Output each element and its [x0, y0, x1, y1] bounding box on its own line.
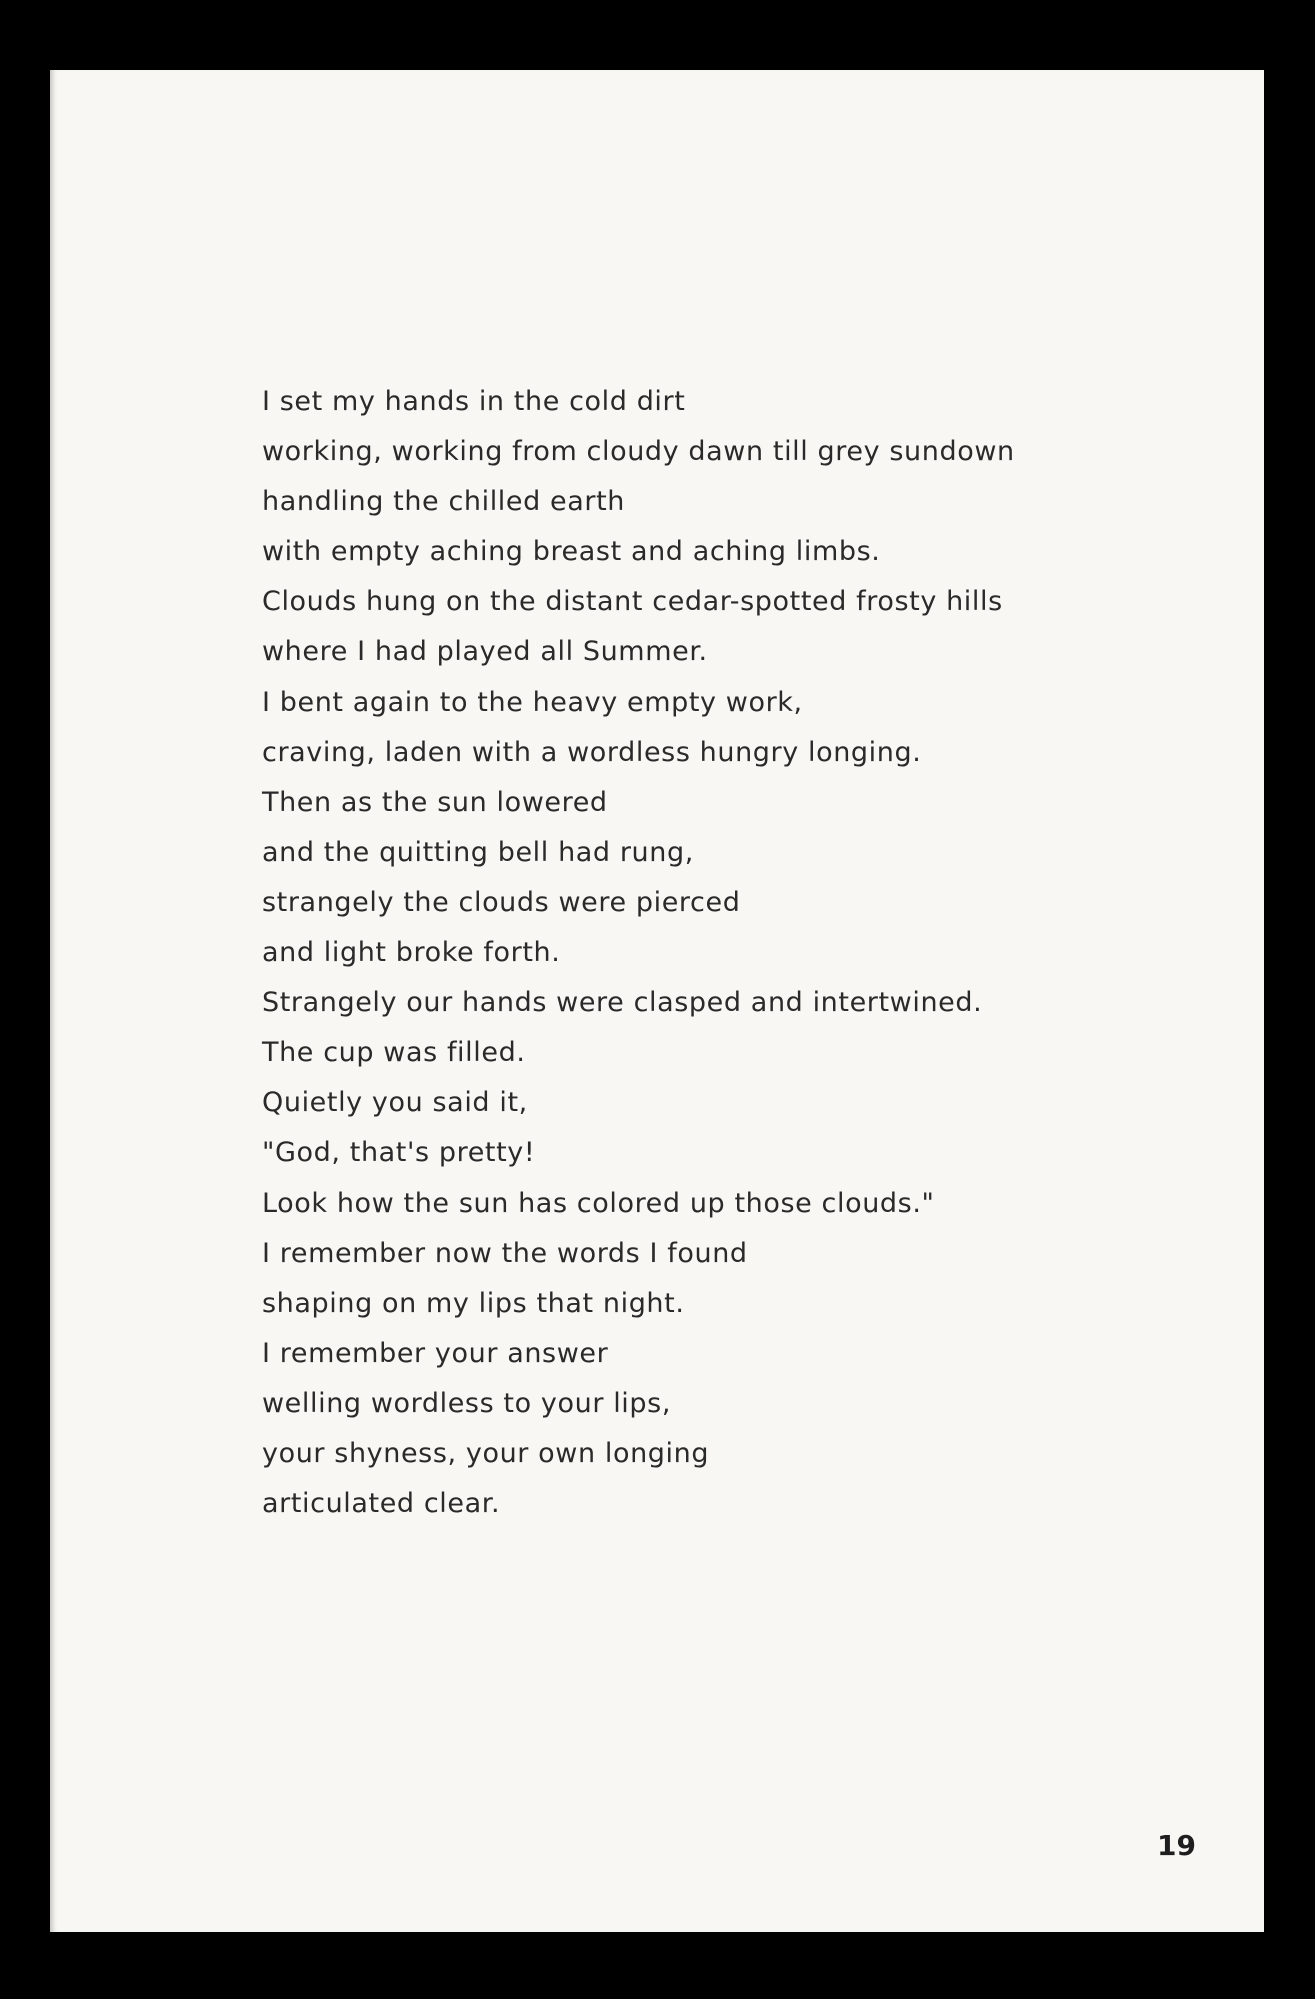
poem-line: with empty aching breast and aching limbs.	[262, 536, 881, 568]
book-page	[50, 70, 1264, 1932]
poem-line: where I had played all Summer.	[262, 636, 708, 668]
poem-line: The cup was filled.	[262, 1037, 526, 1069]
poem-line: Then as the sun lowered	[262, 786, 608, 818]
poem-line: working, working from cloudy dawn till grey sundown	[262, 436, 1015, 468]
poem-line: Clouds hung on the distant cedar-spotted frosty hills	[262, 586, 1003, 618]
poem-line: your shyness, your own longing	[262, 1437, 710, 1469]
poem-line: and light broke forth.	[262, 937, 561, 969]
poem-line: I bent again to the heavy empty work,	[262, 686, 803, 718]
poem-line: articulated clear.	[262, 1488, 501, 1520]
poem-line: Strangely our hands were clasped and intertwined.	[262, 987, 983, 1019]
poem-line: I set my hands in the cold dirt	[262, 386, 686, 417]
poem-line: welling wordless to your lips,	[262, 1387, 671, 1419]
poem-line: shaping on my lips that night.	[262, 1287, 685, 1319]
poem-line: I remember your answer	[262, 1337, 609, 1369]
page-number: 19	[1157, 1829, 1196, 1862]
poem-line: Look how the sun has colored up those clouds."	[262, 1187, 935, 1219]
poem-line: I remember now the words I found	[262, 1237, 748, 1269]
poem-line: "God, that's pretty!	[262, 1137, 536, 1169]
poem-line: strangely the clouds were pierced	[262, 886, 741, 918]
poem-line: Quietly you said it,	[262, 1087, 528, 1119]
poem-line: craving, laden with a wordless hungry longing.	[262, 736, 922, 768]
poem-line: handling the chilled earth	[262, 486, 625, 518]
poem-text	[262, 377, 1015, 1529]
poem-line: and the quitting bell had rung,	[262, 836, 694, 868]
